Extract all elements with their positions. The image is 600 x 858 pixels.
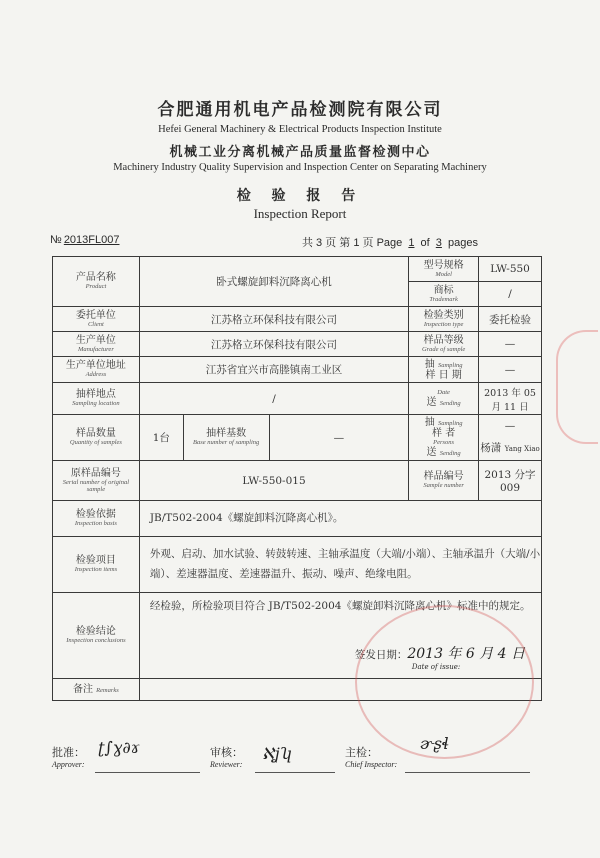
report-title-cn: 检 验 报 告	[236, 188, 364, 204]
reviewer-signature: ℵʝʮ	[262, 744, 293, 763]
model-value: LW-550	[479, 257, 542, 282]
items-label: 检验项目 Inspection items	[53, 537, 140, 593]
basis-label: 检验依据 Inspection basis	[53, 501, 140, 537]
client-value: 江苏格立环保科技有限公司	[139, 307, 408, 332]
persons-sending-value: 杨潇	[480, 442, 502, 454]
persons-sampling-value: —	[504, 420, 516, 432]
chief-inspector-label: 主检： Chief Inspector:	[345, 746, 398, 769]
issue-date-en: Date of issue:	[411, 663, 461, 671]
basis-value: JB/T502-2004《螺旋卸料沉降离心机》。	[139, 501, 541, 537]
institute-name-cn: 合肥通用机电产品检测院有限公司	[157, 100, 443, 120]
sending-date-label: Date 送 Sending	[409, 383, 479, 415]
page-counter	[302, 234, 478, 250]
quantity-label: 样品数量 Quantity of samples	[53, 415, 140, 461]
reviewer-signature-line	[255, 772, 335, 773]
persons-value	[479, 415, 542, 461]
sampling-date-value: —	[479, 357, 542, 383]
sending-date-value: 2013 年 05 月 11 日	[479, 383, 542, 415]
report-number	[50, 234, 119, 246]
page-number: 1	[408, 237, 415, 249]
report-number-value: 2013FL007	[63, 234, 120, 246]
page-counter-cn: 共 3 页 第 1 页	[302, 237, 374, 249]
conclusion-value: 经检验，所检验项目符合 JB/T502-2004《螺旋卸料沉降离心机》标准中的规定。	[149, 600, 531, 612]
sampling-location-label: 抽样地点 Sampling location	[53, 383, 140, 415]
client-label: 委托单位 Client	[53, 307, 140, 332]
manufacturer-value: 江苏格立环保科技有限公司	[139, 332, 408, 357]
grade-label: 样品等级 Grade of sample	[409, 332, 479, 357]
inspection-type-label: 检验类别 Inspection type	[409, 307, 479, 332]
center-name-cn: 机械工业分离机械产品质量监督检测中心	[169, 145, 431, 160]
persons-label: 抽 Sampling 样 者 Persons 送 Sending	[409, 415, 479, 461]
approver-signature: ʈ∫ɣ∂ɤ	[98, 738, 140, 757]
trademark-value: /	[479, 282, 542, 307]
manufacturer-label: 生产单位 Manufacturer	[53, 332, 140, 357]
sampling-location-value: /	[139, 383, 408, 415]
sample-number-label: 样品编号 Sample number	[409, 461, 479, 501]
address-value: 江苏省宜兴市高塍镇南工业区	[139, 357, 408, 383]
sampling-date-label: 抽 Sampling 样 日 期	[409, 357, 479, 383]
institute-name-en: Hefei General Machinery & Electrical Products Inspection Institute	[158, 124, 442, 135]
chief-inspector-signature-line	[405, 772, 530, 773]
chief-inspector-signature: ɚʂɬ	[420, 734, 449, 753]
trademark-label: 商标 Trademark	[409, 282, 479, 307]
sample-number-value: 2013 分字 009	[479, 461, 542, 501]
quantity-value: 1台	[139, 415, 183, 461]
pages-word: pages	[447, 237, 478, 249]
persons-sending-en: Yang Xiao	[504, 445, 540, 453]
report-title-en: Inspection Report	[253, 206, 347, 221]
issue-date-value: 2013 年 6 月 4 日	[407, 646, 526, 662]
issue-date-label: 签发日期：	[354, 649, 408, 661]
serial-value: LW-550-015	[139, 461, 408, 501]
of-word: of	[420, 237, 430, 249]
base-number-value: —	[269, 415, 409, 461]
serial-label: 原样品编号 Serial number of original sample	[53, 461, 140, 501]
model-label: 型号规格 Model	[409, 257, 479, 282]
inspection-type-value: 委托检验	[479, 307, 542, 332]
grade-value: —	[479, 332, 542, 357]
approver-signature-line	[95, 772, 200, 773]
reviewer-label: 审核： Reviewer:	[210, 746, 243, 769]
report-number-prefix: №	[50, 234, 62, 246]
perforation-seal	[556, 330, 598, 444]
address-label: 生产单位地址 Address	[53, 357, 140, 383]
approver-label: 批准： Approver:	[52, 746, 85, 769]
product-label: 产品名称 Product	[53, 257, 140, 307]
conclusion-label: 检验结论 Inspection conclusions	[53, 593, 140, 679]
base-number-label: 抽样基数 Base number of sampling	[183, 415, 269, 461]
remarks-label: 备注 Remarks	[53, 679, 140, 701]
items-value: 外观、启动、加水试验、转鼓转速、主轴承温度（大端/小端）、主轴承温升（大端/小端）、差速器温度、差速器温升、振动、噪声、绝缘电阻。	[139, 537, 541, 593]
total-pages: 3	[435, 237, 442, 249]
page-word: Page	[376, 237, 403, 249]
center-name-en: Machinery Industry Quality Supervision and Inspection Center on Separating Machinery	[113, 162, 487, 173]
product-value: 卧式螺旋卸料沉降离心机	[139, 257, 408, 307]
